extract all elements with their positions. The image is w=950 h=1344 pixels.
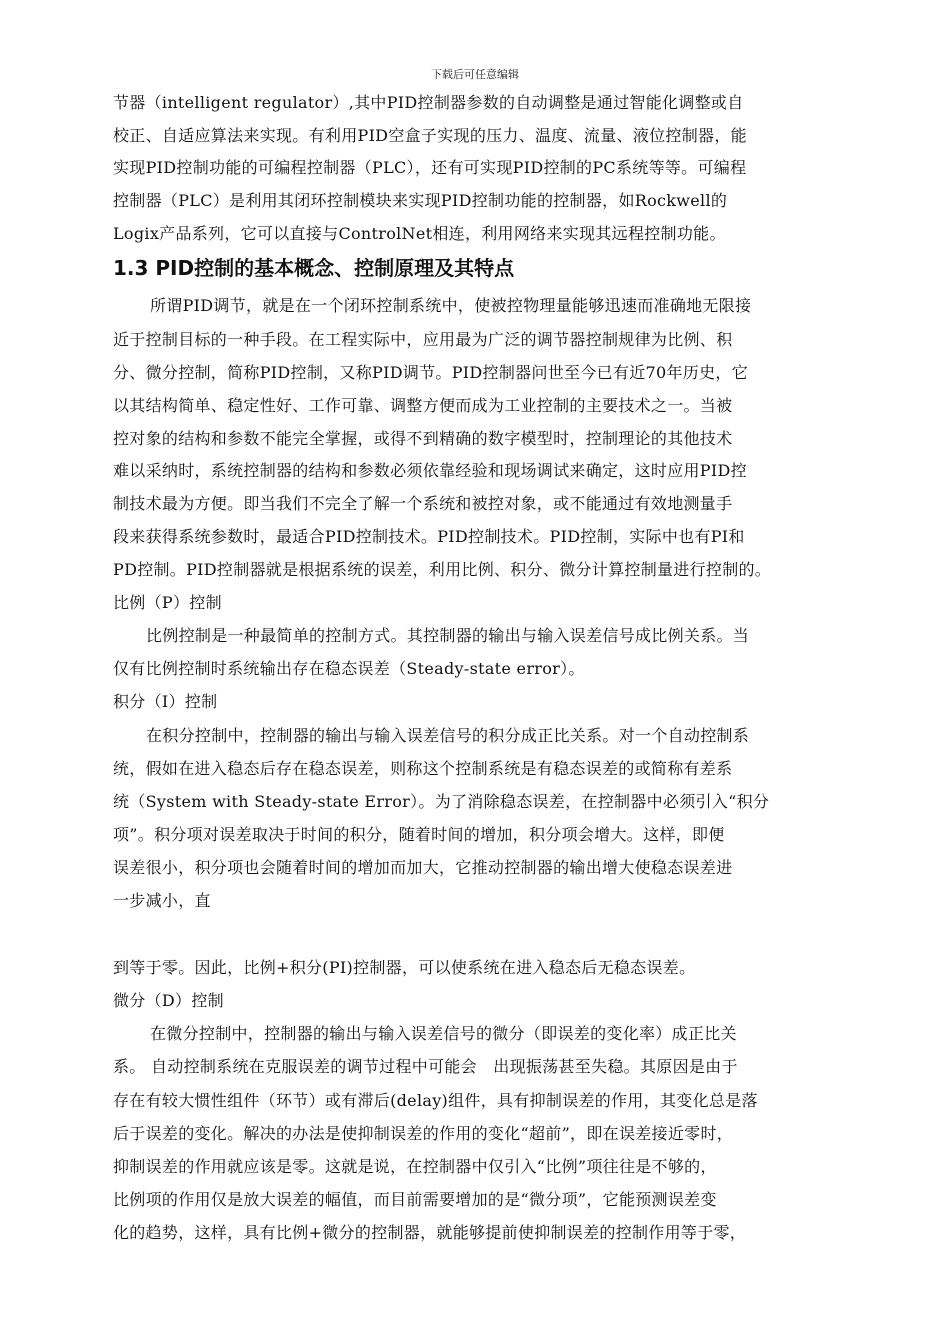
text-line: 实现PID控制功能的可编程控制器（PLC），还有可实现PID控制的PC系统等等。可编程 (113, 158, 747, 177)
text-line: 分、微分控制，简称PID控制，又称PID调节。PID控制器问世至今已有近70年历史，它 (113, 363, 749, 382)
text-line: 一步减小，直 (113, 891, 211, 910)
subheading-p-control: 比例（P）控制 (113, 593, 222, 612)
text-line: 后于误差的变化。解决的办法是使抑制误差的作用的变化“超前”，即在误差接近零时， (113, 1124, 734, 1143)
text-line: 存在有较大惯性组件（环节）或有滞后(delay)组件，具有抑制误差的作用，其变化总是落 (113, 1091, 758, 1110)
text-line: PD控制。PID控制器就是根据系统的误差，利用比例、积分、微分计算控制量进行控制的。 (113, 560, 772, 579)
text-line: 化的趋势，这样，具有比例+微分的控制器，就能够提前使抑制误差的控制作用等于零， (113, 1223, 747, 1242)
text-line: 比例项的作用仅是放大误差的幅值，而目前需要增加的是“微分项”，它能预测误差变 (113, 1190, 717, 1209)
subheading-i-control: 积分（I）控制 (113, 692, 218, 711)
text-line: 到等于零。因此，比例+积分(PI)控制器，可以使系统在进入稳态后无稳态误差。 (113, 958, 696, 977)
text-line: 节器（intelligent regulator）,其中PID控制器参数的自动调整是通过智能化调整或自 (113, 93, 744, 112)
text-line: 项”。积分项对误差取决于时间的积分，随着时间的增加，积分项会增大。这样，即便 (113, 825, 725, 844)
section-heading: 1.3 PID控制的基本概念、控制原理及其特点 (113, 256, 515, 280)
text-line: 制技术最为方便。即当我们不完全了解一个系统和被控对象，或不能通过有效地测量手 (113, 494, 733, 513)
text-line: 统（System with Steady-state Error）。为了消除稳态误差，在控制器中必须引入“积分 (113, 792, 770, 811)
text-line: 比例控制是一种最简单的控制方式。其控制器的输出与输入误差信号成比例关系。当 (146, 626, 750, 645)
text-line: 抑制误差的作用就应该是零。这就是说，在控制器中仅引入“比例”项往往是不够的， (113, 1157, 717, 1176)
text-line: 以其结构简单、稳定性好、工作可靠、调整方便而成为工业控制的主要技术之一。当被 (113, 396, 733, 415)
text-line: 误差很小，积分项也会随着时间的增加而加大，它推动控制器的输出增大使稳态误差进 (113, 858, 733, 877)
text-line: 统，假如在进入稳态后存在稳态误差，则称这个控制系统是有稳态误差的或简称有差系 (113, 759, 733, 778)
text-line: Logix产品系列，它可以直接与ControlNet相连，利用网络来实现其远程控制功能。 (113, 224, 726, 243)
text-line: 在微分控制中，控制器的输出与输入误差信号的微分（即误差的变化率）成正比关 (150, 1024, 737, 1043)
subheading-d-control: 微分（D）控制 (113, 991, 224, 1010)
text-line: 近于控制目标的一种手段。在工程实际中，应用最为广泛的调节器控制规律为比例、积 (113, 330, 733, 349)
text-line: 控对象的结构和参数不能完全掌握，或得不到精确的数字模型时，控制理论的其他技术 (113, 429, 733, 448)
text-line: 校正、自适应算法来实现。有利用PID空盒子实现的压力、温度、流量、液位控制器，能 (113, 126, 747, 145)
text-line: 在积分控制中，控制器的输出与输入误差信号的积分成正比关系。对一个自动控制系 (146, 726, 750, 745)
text-line: 仅有比例控制时系统输出存在稳态误差（Steady-state error）。 (113, 659, 585, 678)
text-line: 段来获得系统参数时，最适合PID控制技术。PID控制技术。PID控制，实际中也有PI和 (113, 527, 745, 546)
text-line: 控制器（PLC）是利用其闭环控制模块来实现PID控制功能的控制器，如Rockwell的 (113, 191, 728, 210)
page-header: 下载后可任意编辑 (431, 68, 519, 81)
text-line: 难以采纳时，系统控制器的结构和参数必须依靠经验和现场调试来确定，这时应用PID控 (113, 461, 747, 480)
text-line: 所谓PID调节，就是在一个闭环控制系统中，使被控物理量能够迅速而准确地无限接 (150, 296, 752, 315)
text-line: 系。 自动控制系统在克服误差的调节过程中可能会 出现振荡甚至失稳。其原因是由于 (113, 1057, 738, 1076)
